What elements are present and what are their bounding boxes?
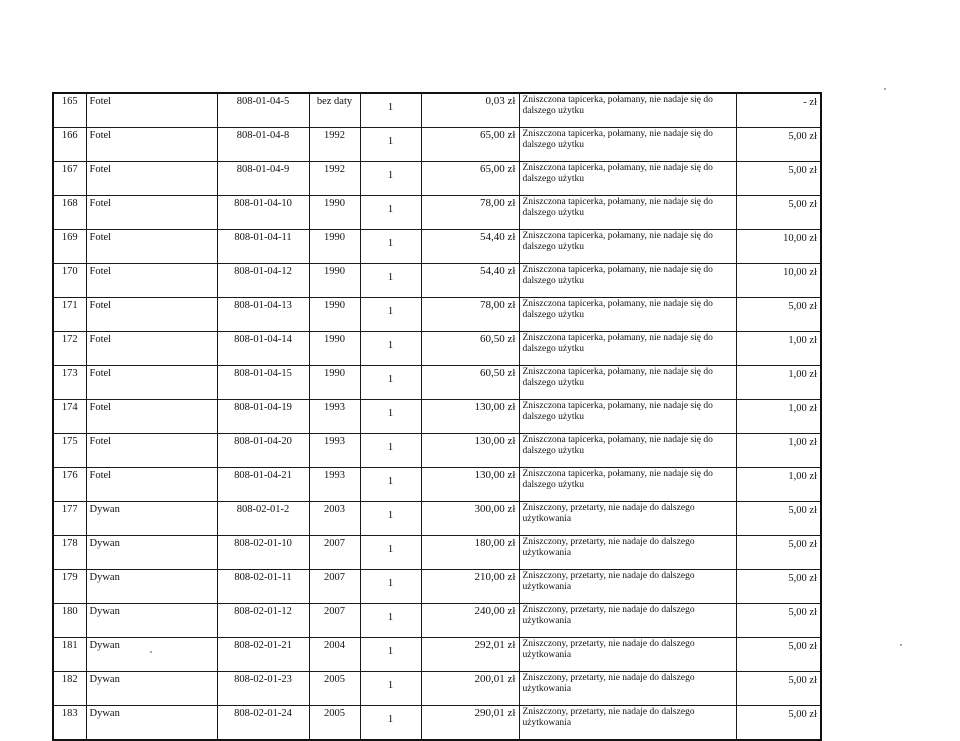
table-row bbox=[53, 570, 821, 604]
item-name-cell: Fotel bbox=[86, 264, 217, 298]
quantity-cell: 1 bbox=[360, 230, 421, 264]
item-name-cell: Dywan bbox=[86, 570, 217, 604]
initial-value-cell: 130,00 zł bbox=[421, 434, 519, 468]
row-number-cell: 174 bbox=[53, 400, 86, 434]
row-number-cell: 180 bbox=[53, 604, 86, 638]
item-name-cell: Fotel bbox=[86, 298, 217, 332]
estimated-value-cell: 1,00 zł bbox=[736, 434, 821, 468]
inventory-number-cell: 808-01-04-12 bbox=[217, 264, 309, 298]
quantity-cell: 1 bbox=[360, 502, 421, 536]
purchase-year-cell: 1993 bbox=[309, 468, 360, 502]
inventory-number-cell: 808-01-04-19 bbox=[217, 400, 309, 434]
initial-value-cell: 240,00 zł bbox=[421, 604, 519, 638]
liquidation-reason-cell: Zniszczona tapicerka, połamany, nie nadaje się do dalszego użytku bbox=[519, 400, 736, 434]
table-row bbox=[53, 672, 821, 706]
initial-value-cell: 200,01 zł bbox=[421, 672, 519, 706]
initial-value-cell: 300,00 zł bbox=[421, 502, 519, 536]
quantity-cell: 1 bbox=[360, 706, 421, 741]
row-number-cell: 171 bbox=[53, 298, 86, 332]
estimated-value-cell: 5,00 zł bbox=[736, 706, 821, 741]
liquidation-reason-cell: Zniszczona tapicerka, połamany, nie nadaje się do dalszego użytku bbox=[519, 298, 736, 332]
liquidation-reason-cell: Zniszczona tapicerka, połamany, nie nadaje się do dalszego użytku bbox=[519, 162, 736, 196]
initial-value-cell: 78,00 zł bbox=[421, 298, 519, 332]
purchase-year-cell: 1992 bbox=[309, 162, 360, 196]
estimated-value-cell: 5,00 zł bbox=[736, 196, 821, 230]
table-row bbox=[53, 93, 821, 128]
quantity-cell: 1 bbox=[360, 468, 421, 502]
table-row bbox=[53, 298, 821, 332]
table-row bbox=[53, 264, 821, 298]
item-name-cell: Fotel bbox=[86, 93, 217, 128]
initial-value-cell: 130,00 zł bbox=[421, 468, 519, 502]
quantity-cell: 1 bbox=[360, 570, 421, 604]
row-number-cell: 168 bbox=[53, 196, 86, 230]
purchase-year-cell: 1990 bbox=[309, 230, 360, 264]
quantity-cell: 1 bbox=[360, 298, 421, 332]
table-row bbox=[53, 706, 821, 741]
quantity-cell: 1 bbox=[360, 536, 421, 570]
row-number-cell: 181 bbox=[53, 638, 86, 672]
estimated-value-cell: 5,00 zł bbox=[736, 162, 821, 196]
table-row bbox=[53, 230, 821, 264]
initial-value-cell: 60,50 zł bbox=[421, 366, 519, 400]
quantity-cell: 1 bbox=[360, 128, 421, 162]
liquidation-reason-cell: Zniszczony, przetarty, nie nadaje do dalszego użytkowania bbox=[519, 672, 736, 706]
estimated-value-cell: 5,00 zł bbox=[736, 672, 821, 706]
inventory-number-cell: 808-01-04-15 bbox=[217, 366, 309, 400]
purchase-year-cell: 1990 bbox=[309, 196, 360, 230]
liquidation-table bbox=[52, 92, 822, 741]
purchase-year-cell: 1992 bbox=[309, 128, 360, 162]
scan-speck bbox=[884, 88, 886, 90]
row-number-cell: 178 bbox=[53, 536, 86, 570]
inventory-number-cell: 808-02-01-24 bbox=[217, 706, 309, 741]
estimated-value-cell: - zł bbox=[736, 93, 821, 128]
inventory-number-cell: 808-01-04-8 bbox=[217, 128, 309, 162]
purchase-year-cell: 1990 bbox=[309, 332, 360, 366]
table-row bbox=[53, 536, 821, 570]
purchase-year-cell: 2004 bbox=[309, 638, 360, 672]
purchase-year-cell: 2007 bbox=[309, 570, 360, 604]
liquidation-reason-cell: Zniszczona tapicerka, połamany, nie nadaje się do dalszego użytku bbox=[519, 128, 736, 162]
quantity-cell: 1 bbox=[360, 162, 421, 196]
liquidation-reason-cell: Zniszczony, przetarty, nie nadaje do dalszego użytkowania bbox=[519, 706, 736, 741]
liquidation-reason-cell: Zniszczony, przetarty, nie nadaje do dalszego użytkowania bbox=[519, 536, 736, 570]
item-name-cell: Fotel bbox=[86, 196, 217, 230]
scan-speck bbox=[900, 644, 902, 646]
row-number-cell: 182 bbox=[53, 672, 86, 706]
scan-speck bbox=[150, 651, 152, 653]
liquidation-reason-cell: Zniszczona tapicerka, połamany, nie nadaje się do dalszego użytku bbox=[519, 230, 736, 264]
item-name-cell: Dywan bbox=[86, 672, 217, 706]
purchase-year-cell: 1990 bbox=[309, 264, 360, 298]
table-row bbox=[53, 468, 821, 502]
row-number-cell: 166 bbox=[53, 128, 86, 162]
item-name-cell: Fotel bbox=[86, 400, 217, 434]
table-row bbox=[53, 162, 821, 196]
purchase-year-cell: 2005 bbox=[309, 672, 360, 706]
quantity-cell: 1 bbox=[360, 638, 421, 672]
row-number-cell: 175 bbox=[53, 434, 86, 468]
liquidation-reason-cell: Zniszczony, przetarty, nie nadaje do dalszego użytkowania bbox=[519, 604, 736, 638]
item-name-cell: Dywan bbox=[86, 706, 217, 741]
purchase-year-cell: bez daty bbox=[309, 93, 360, 128]
table-row bbox=[53, 128, 821, 162]
quantity-cell: 1 bbox=[360, 400, 421, 434]
estimated-value-cell: 1,00 zł bbox=[736, 468, 821, 502]
quantity-cell: 1 bbox=[360, 434, 421, 468]
table-row bbox=[53, 196, 821, 230]
quantity-cell: 1 bbox=[360, 93, 421, 128]
liquidation-reason-cell: Zniszczony, przetarty, nie nadaje do dalszego użytkowania bbox=[519, 570, 736, 604]
item-name-cell: Dywan bbox=[86, 502, 217, 536]
inventory-number-cell: 808-01-04-5 bbox=[217, 93, 309, 128]
item-name-cell: Fotel bbox=[86, 162, 217, 196]
inventory-number-cell: 808-02-01-2 bbox=[217, 502, 309, 536]
row-number-cell: 183 bbox=[53, 706, 86, 741]
table-row bbox=[53, 434, 821, 468]
purchase-year-cell: 1990 bbox=[309, 366, 360, 400]
initial-value-cell: 54,40 zł bbox=[421, 230, 519, 264]
inventory-number-cell: 808-02-01-23 bbox=[217, 672, 309, 706]
estimated-value-cell: 5,00 zł bbox=[736, 298, 821, 332]
estimated-value-cell: 5,00 zł bbox=[736, 128, 821, 162]
inventory-number-cell: 808-02-01-21 bbox=[217, 638, 309, 672]
quantity-cell: 1 bbox=[360, 672, 421, 706]
inventory-number-cell: 808-01-04-21 bbox=[217, 468, 309, 502]
estimated-value-cell: 5,00 zł bbox=[736, 570, 821, 604]
quantity-cell: 1 bbox=[360, 366, 421, 400]
purchase-year-cell: 2007 bbox=[309, 536, 360, 570]
inventory-number-cell: 808-01-04-10 bbox=[217, 196, 309, 230]
purchase-year-cell: 2005 bbox=[309, 706, 360, 741]
quantity-cell: 1 bbox=[360, 264, 421, 298]
estimated-value-cell: 10,00 zł bbox=[736, 230, 821, 264]
initial-value-cell: 0,03 zł bbox=[421, 93, 519, 128]
item-name-cell: Fotel bbox=[86, 366, 217, 400]
purchase-year-cell: 1993 bbox=[309, 434, 360, 468]
initial-value-cell: 290,01 zł bbox=[421, 706, 519, 741]
inventory-number-cell: 808-01-04-9 bbox=[217, 162, 309, 196]
purchase-year-cell: 1990 bbox=[309, 298, 360, 332]
inventory-number-cell: 808-02-01-12 bbox=[217, 604, 309, 638]
initial-value-cell: 292,01 zł bbox=[421, 638, 519, 672]
item-name-cell: Fotel bbox=[86, 128, 217, 162]
liquidation-reason-cell: Zniszczona tapicerka, połamany, nie nadaje się do dalszego użytku bbox=[519, 434, 736, 468]
liquidation-reason-cell: Zniszczona tapicerka, połamany, nie nadaje się do dalszego użytku bbox=[519, 93, 736, 128]
liquidation-reason-cell: Zniszczona tapicerka, połamany, nie nadaje się do dalszego użytku bbox=[519, 264, 736, 298]
estimated-value-cell: 10,00 zł bbox=[736, 264, 821, 298]
table-row bbox=[53, 400, 821, 434]
initial-value-cell: 78,00 zł bbox=[421, 196, 519, 230]
estimated-value-cell: 1,00 zł bbox=[736, 400, 821, 434]
table-row bbox=[53, 332, 821, 366]
estimated-value-cell: 5,00 zł bbox=[736, 638, 821, 672]
liquidation-reason-cell: Zniszczona tapicerka, połamany, nie nadaje się do dalszego użytku bbox=[519, 468, 736, 502]
initial-value-cell: 65,00 zł bbox=[421, 162, 519, 196]
initial-value-cell: 65,00 zł bbox=[421, 128, 519, 162]
row-number-cell: 169 bbox=[53, 230, 86, 264]
inventory-number-cell: 808-01-04-13 bbox=[217, 298, 309, 332]
quantity-cell: 1 bbox=[360, 604, 421, 638]
item-name-cell: Fotel bbox=[86, 434, 217, 468]
quantity-cell: 1 bbox=[360, 332, 421, 366]
row-number-cell: 179 bbox=[53, 570, 86, 604]
liquidation-reason-cell: Zniszczona tapicerka, połamany, nie nadaje się do dalszego użytku bbox=[519, 366, 736, 400]
table-row bbox=[53, 604, 821, 638]
inventory-sheet bbox=[52, 92, 822, 741]
table-row bbox=[53, 502, 821, 536]
item-name-cell: Dywan bbox=[86, 638, 217, 672]
table-body bbox=[53, 93, 821, 740]
item-name-cell: Fotel bbox=[86, 468, 217, 502]
row-number-cell: 170 bbox=[53, 264, 86, 298]
inventory-number-cell: 808-01-04-14 bbox=[217, 332, 309, 366]
initial-value-cell: 210,00 zł bbox=[421, 570, 519, 604]
row-number-cell: 176 bbox=[53, 468, 86, 502]
item-name-cell: Fotel bbox=[86, 332, 217, 366]
inventory-number-cell: 808-02-01-10 bbox=[217, 536, 309, 570]
liquidation-reason-cell: Zniszczony, przetarty, nie nadaje do dalszego użytkowania bbox=[519, 638, 736, 672]
liquidation-reason-cell: Zniszczona tapicerka, połamany, nie nadaje się do dalszego użytku bbox=[519, 196, 736, 230]
item-name-cell: Dywan bbox=[86, 604, 217, 638]
table-row bbox=[53, 638, 821, 672]
row-number-cell: 167 bbox=[53, 162, 86, 196]
purchase-year-cell: 1993 bbox=[309, 400, 360, 434]
initial-value-cell: 60,50 zł bbox=[421, 332, 519, 366]
inventory-number-cell: 808-01-04-11 bbox=[217, 230, 309, 264]
item-name-cell: Fotel bbox=[86, 230, 217, 264]
quantity-cell: 1 bbox=[360, 196, 421, 230]
initial-value-cell: 130,00 zł bbox=[421, 400, 519, 434]
estimated-value-cell: 5,00 zł bbox=[736, 604, 821, 638]
purchase-year-cell: 2003 bbox=[309, 502, 360, 536]
initial-value-cell: 54,40 zł bbox=[421, 264, 519, 298]
estimated-value-cell: 1,00 zł bbox=[736, 332, 821, 366]
liquidation-reason-cell: Zniszczony, przetarty, nie nadaje do dalszego użytkowania bbox=[519, 502, 736, 536]
estimated-value-cell: 5,00 zł bbox=[736, 502, 821, 536]
table-row bbox=[53, 366, 821, 400]
estimated-value-cell: 1,00 zł bbox=[736, 366, 821, 400]
estimated-value-cell: 5,00 zł bbox=[736, 536, 821, 570]
row-number-cell: 165 bbox=[53, 93, 86, 128]
row-number-cell: 177 bbox=[53, 502, 86, 536]
row-number-cell: 173 bbox=[53, 366, 86, 400]
row-number-cell: 172 bbox=[53, 332, 86, 366]
liquidation-reason-cell: Zniszczona tapicerka, połamany, nie nadaje się do dalszego użytku bbox=[519, 332, 736, 366]
item-name-cell: Dywan bbox=[86, 536, 217, 570]
purchase-year-cell: 2007 bbox=[309, 604, 360, 638]
initial-value-cell: 180,00 zł bbox=[421, 536, 519, 570]
inventory-number-cell: 808-02-01-11 bbox=[217, 570, 309, 604]
inventory-number-cell: 808-01-04-20 bbox=[217, 434, 309, 468]
